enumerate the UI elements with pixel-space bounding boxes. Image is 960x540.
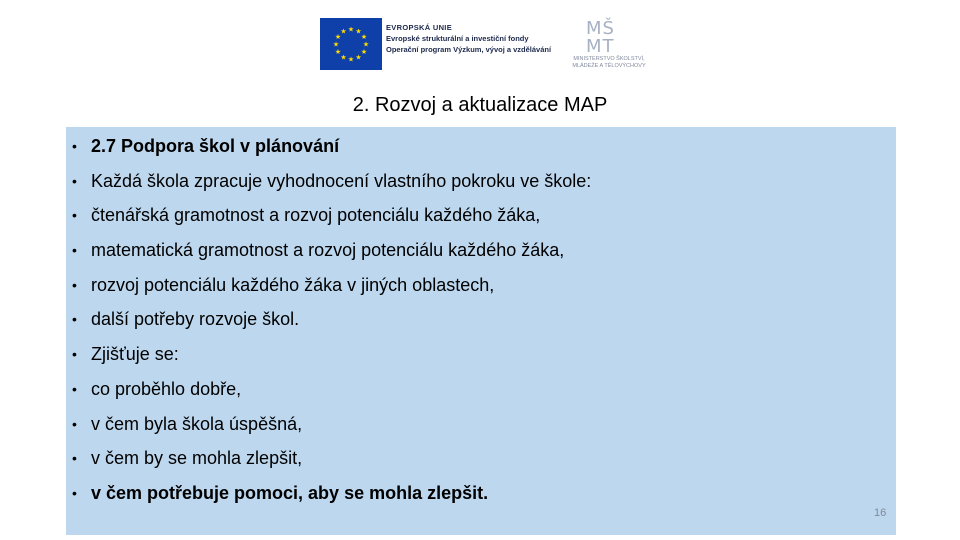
content-panel <box>66 127 896 535</box>
eu-star-icon: ★ <box>360 49 368 56</box>
bullet-text: 2.7 Podpora škol v plánování <box>91 136 340 156</box>
eu-star-icon: ★ <box>340 28 347 36</box>
eu-flag-logo <box>320 18 382 70</box>
bullet-text: čtenářská gramotnost a rozvoj potenciálu každého žáka, <box>91 205 541 226</box>
bullet-dot: • <box>72 450 77 467</box>
bullet-dot: • <box>72 346 77 363</box>
eu-logo-line2: Evropské strukturální a investiční fondy <box>386 34 529 43</box>
eu-star-icon: ★ <box>340 54 347 62</box>
bullet-dot: • <box>72 380 77 397</box>
eu-star-icon: ★ <box>347 56 355 64</box>
bullet-dot: • <box>72 242 77 259</box>
msmt-logo <box>564 18 654 70</box>
bullet-text: Zjišťuje se: <box>91 344 179 365</box>
bullet-dot: • <box>72 138 77 154</box>
bullet-dot: • <box>72 172 77 189</box>
eu-star-icon: ★ <box>355 54 362 62</box>
bullet-text: další potřeby rozvoje škol. <box>91 309 300 330</box>
bullet-text: v čem byla škola úspěšná, <box>91 413 303 434</box>
eu-stars-icon <box>320 18 382 70</box>
bullet-dot: • <box>72 276 77 293</box>
eu-star-icon: ★ <box>355 28 362 36</box>
eu-star-icon: ★ <box>334 34 342 41</box>
eu-star-icon: ★ <box>334 49 342 56</box>
eu-star-icon: ★ <box>362 41 370 49</box>
bullet-dot: • <box>72 311 77 328</box>
eu-logo-line1: EVROPSKÁ UNIE <box>386 23 452 32</box>
bullet-text: matematická gramotnost a rozvoj potenciálu každého žáka, <box>91 240 565 261</box>
bullet-text: rozvoj potenciálu každého žáka v jiných oblastech, <box>91 274 495 295</box>
slide-title: 2. Rozvoj a aktualizace MAP <box>352 94 608 116</box>
eu-logo-line3: Operační program Výzkum, vývoj a vzdělávání <box>386 45 552 54</box>
eu-star-icon: ★ <box>360 34 368 41</box>
bullet-dot: • <box>72 484 77 501</box>
eu-star-icon: ★ <box>347 26 355 34</box>
bullet-text: v čem by se mohla zlepšit, <box>91 448 303 469</box>
bullet-text: Každá škola zpracuje vyhodnocení vlastního pokroku ve škole: <box>91 170 592 191</box>
bullet-text: v čem potřebuje pomoci, aby se mohla zlepšit. <box>91 482 489 503</box>
bullet-text: co proběhlo dobře, <box>91 378 242 399</box>
page-number: 16 <box>874 507 887 519</box>
msmt-logo-mark-line1: MŠ <box>586 18 615 39</box>
bullet-dot: • <box>72 207 77 224</box>
msmt-logo-mark-line2: MT <box>586 36 615 57</box>
bullet-dot: • <box>72 415 77 432</box>
msmt-logo-line1: MINISTERSTVO ŠKOLSTVÍ, <box>573 56 645 62</box>
eu-logo-text <box>386 22 576 55</box>
msmt-logo-text <box>566 56 652 69</box>
msmt-logo-line2: MLÁDEŽE A TĚLOVÝCHOVY <box>572 62 646 69</box>
eu-star-icon: ★ <box>332 41 340 49</box>
